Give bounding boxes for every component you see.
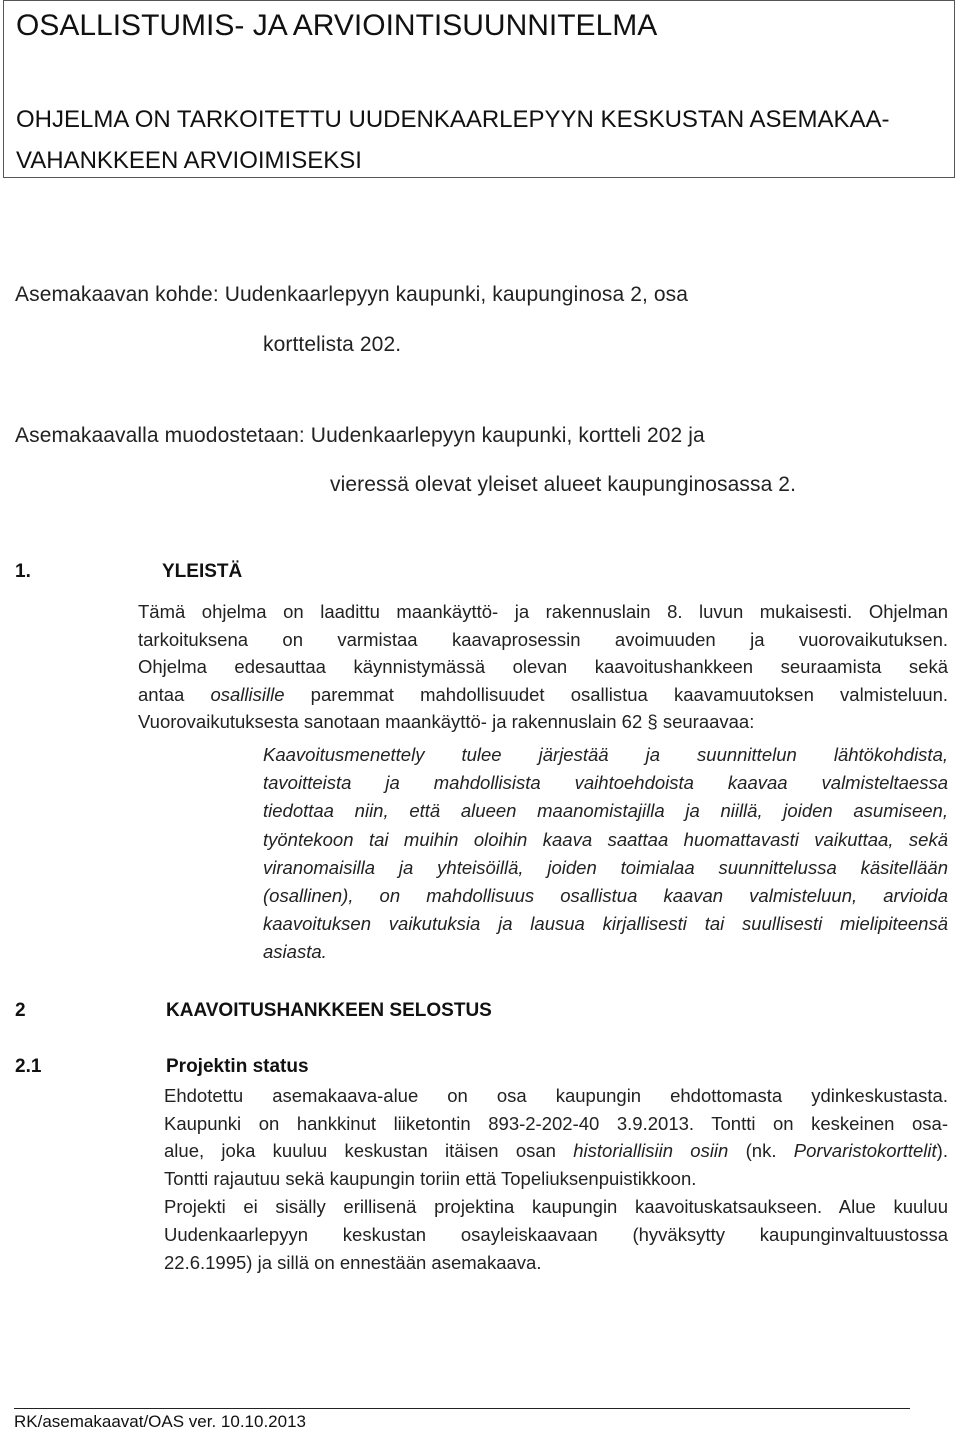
paragraph-line: Kaupunki on hankkinut liiketontin 893-2-202-40 3.9.2013. Tontti on keskeinen osa- [164, 1112, 948, 1134]
paragraph-line: 22.6.1995) ja sillä on ennestään asemakaava. [164, 1252, 542, 1273]
quote-line: viranomaisilla ja yhteisöillä, joiden toimialaa suunnittelussa käsitellään [263, 856, 948, 878]
section-2-1-paragraph-2 [164, 1193, 948, 1277]
section-2-1-number: 2.1 [15, 1056, 42, 1077]
footer-rule [14, 1408, 910, 1409]
paragraph-line: Tontti rajautuu sekä kaupungin toriin että Topeliuksenpuistikkoon. [164, 1167, 697, 1189]
law-quote [263, 741, 948, 967]
section-1-paragraph [138, 598, 948, 736]
quote-line: tiedottaa niin, että alueen maanomistajilla ja niillä, joiden asumiseen, [263, 800, 948, 822]
paragraph-line: Vuorovaikutuksesta sanotaan maankäyttö- ja rakennuslain 62 § seuraavaa: [138, 711, 755, 733]
kohde-line-2: korttelista 202. [263, 333, 402, 356]
section-2-heading: KAAVOITUSHANKKEEN SELOSTUS [166, 1000, 492, 1021]
quote-line: kaavoituksen vaikutuksia ja lausua kirjallisesti tai suullisesti mielipiteensä [263, 913, 948, 935]
paragraph-line [138, 681, 948, 709]
subtitle-line-2: VAHANKKEEN ARVIOIMISEKSI [16, 147, 362, 174]
quote-line: (osallinen), on mahdollisuus osallistua kaavan valmisteluun, arvioida [263, 885, 948, 907]
muodostetaan-line-2: vieressä olevat yleiset alueet kaupunginosassa 2. [330, 473, 797, 496]
text-run: paremmat mahdollisuudet osallistua kaavamuutoksen valmisteluun. [284, 683, 948, 705]
paragraph-line: tarkoituksena on varmistaa kaavaprosessin avoimuuden ja vuorovaikutuksen. [138, 628, 948, 650]
kohde-line-1: Asemakaavan kohde: Uudenkaarlepyyn kaupunki, kaupunginosa 2, osa [15, 283, 689, 306]
section-1-number: 1. [15, 561, 31, 582]
historiallisiin-osiin-term: historiallisiin osiin [573, 1140, 729, 1161]
document-title: OSALLISTUMIS- JA ARVIOINTISUUNNITELMA [16, 9, 658, 42]
footer-version: RK/asemakaavat/OAS ver. 10.10.2013 [14, 1412, 307, 1431]
document-subtitle [16, 99, 890, 181]
paragraph-line: Ohjelma edesauttaa käynnistymässä olevan kaavoitushankkeen seuraamista sekä [138, 656, 948, 678]
paragraph-line: Uudenkaarlepyyn keskustan osayleiskaavaan (hyväksytty kaupunginvaltuustossa [164, 1224, 948, 1245]
osallisille-term: osallisille [210, 683, 285, 705]
quote-line: asiasta. [263, 941, 327, 963]
section-2-1-heading: Projektin status [166, 1056, 309, 1077]
quote-line: tavoitteista ja mahdollisista vaihtoehdoista kaavaa valmisteltaessa [263, 772, 948, 794]
paragraph-line [164, 1137, 948, 1165]
section-2-number: 2 [15, 1000, 26, 1021]
paragraph-line: Ehdotettu asemakaava-alue on osa kaupungin ehdottomasta ydinkeskustasta. [164, 1085, 948, 1106]
text-run: (nk. [728, 1140, 794, 1161]
quote-line: työntekoon tai muihin oloihin kaava saattaa huomattavasti vaikuttaa, sekä [263, 828, 948, 850]
section-1-heading: YLEISTÄ [162, 561, 243, 582]
muodostetaan-line-1: Asemakaavalla muodostetaan: Uudenkaarlepyyn kaupunki, kortteli 202 ja [15, 424, 705, 447]
porvaristokorttelit-term: Porvaristokorttelit [793, 1140, 937, 1161]
text-run: alue, joka kuuluu keskustan itäisen osan [164, 1140, 574, 1161]
text-run: ). [936, 1140, 948, 1161]
quote-line: Kaavoitusmenettely tulee järjestää ja suunnittelun lähtökohdista, [263, 744, 948, 765]
paragraph-line: Tämä ohjelma on laadittu maankäyttö- ja rakennuslain 8. luvun mukaisesti. Ohjelman [138, 601, 948, 622]
subtitle-line-1: OHJELMA ON TARKOITETTU UUDENKAARLEPYYN KESKUSTAN ASEMAKAA- [16, 106, 890, 133]
text-run: antaa [138, 683, 211, 705]
paragraph-line: Projekti ei sisälly erillisenä projektina kaupungin kaavoituskatsaukseen. Alue kuuluu [164, 1196, 948, 1217]
title-box [3, 0, 955, 178]
section-2-1-paragraph-1 [164, 1082, 948, 1192]
